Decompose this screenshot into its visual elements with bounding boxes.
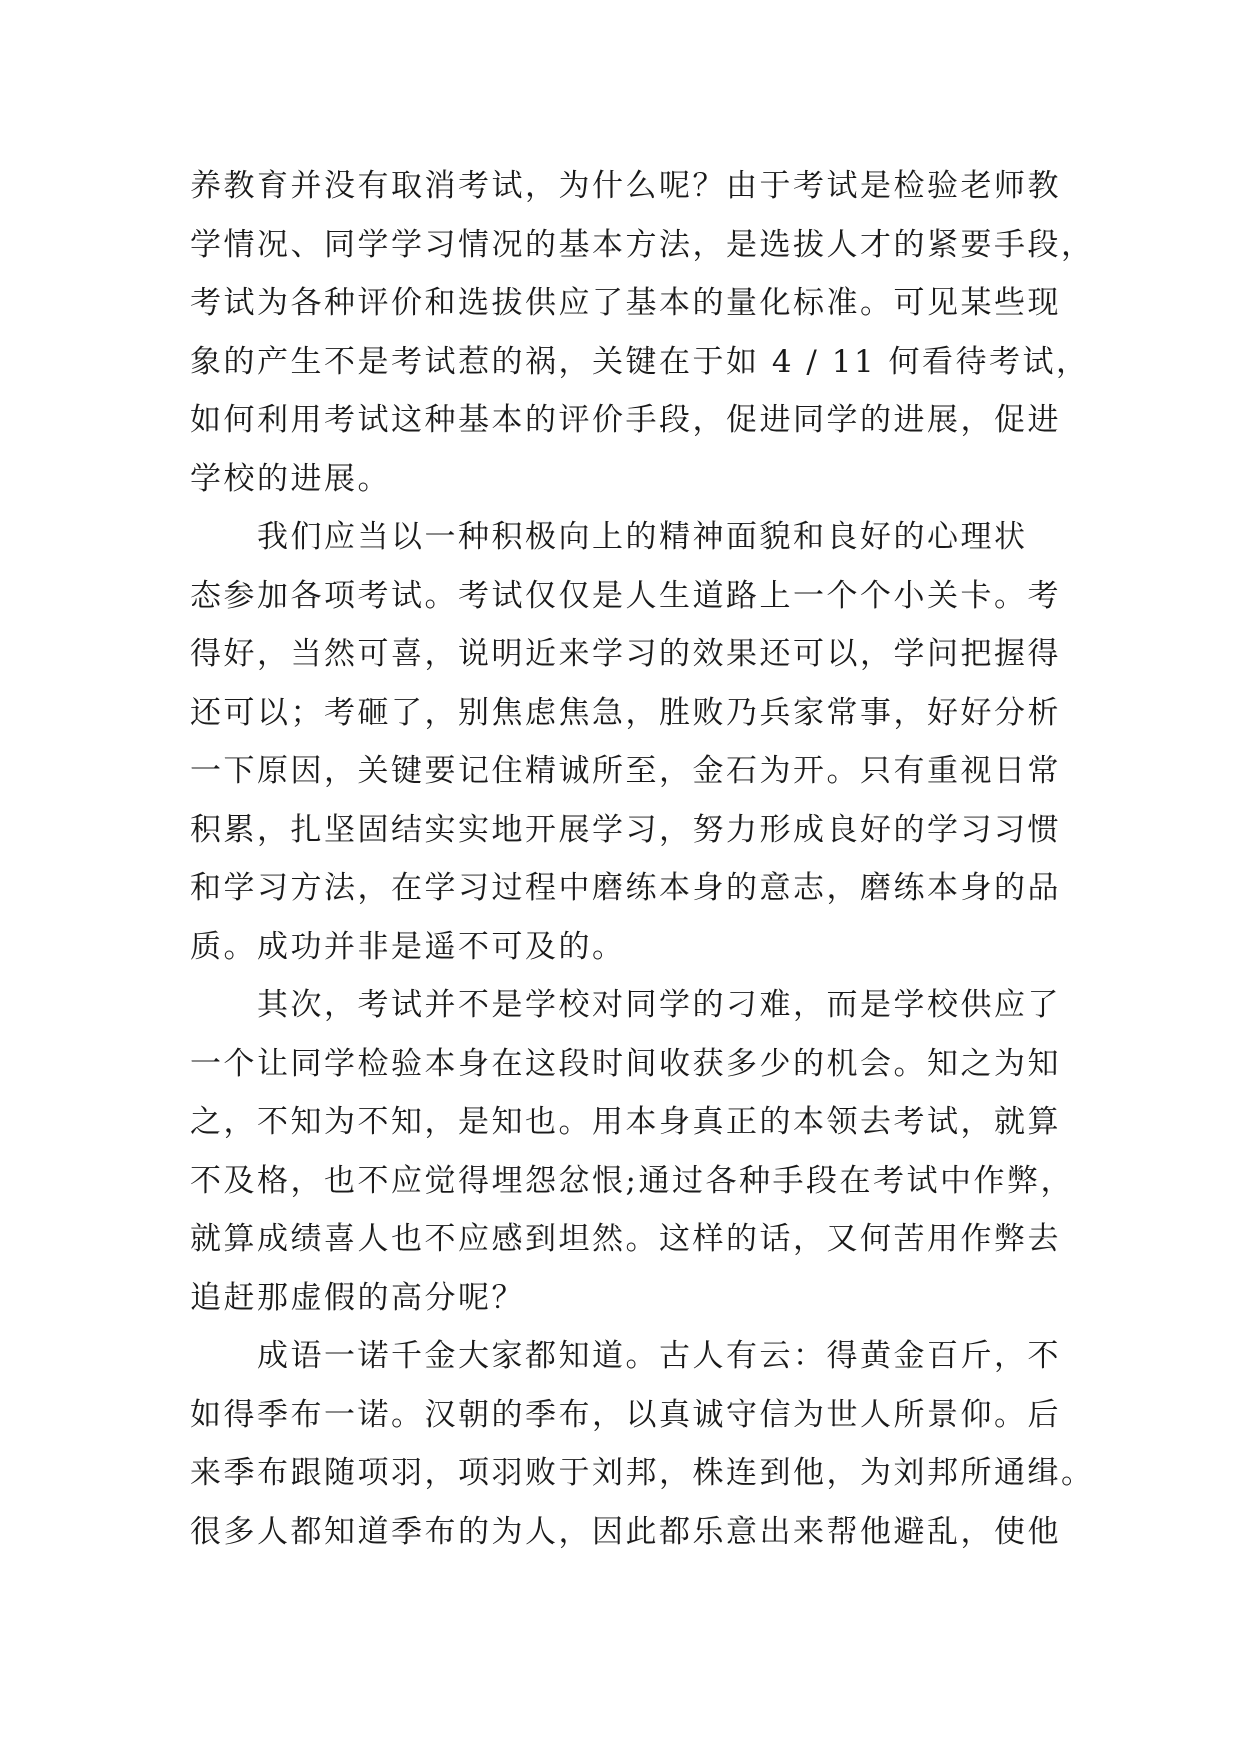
text-line: 其次，考试并不是学校对同学的刁难，而是学校供应了 xyxy=(190,987,1061,1023)
text-line: 质。成功并非是遥不可及的。 xyxy=(190,928,626,965)
text-line: 和学习方法，在学习过程中磨练本身的意志，磨练本身的品 xyxy=(190,870,1061,906)
text-line: 学情况、同学学习情况的基本方法，是选拔人才的紧要手段， xyxy=(190,226,1095,263)
text-line: 一个让同学检验本身在这段时间收获多少的机会。知之为知 xyxy=(190,1045,1061,1082)
text-line: 成语一诺千金大家都知道。古人有云：得黄金百斤，不 xyxy=(190,1338,1061,1374)
text-line: 之，不知为不知，是知也。用本身真正的本领去考试，就算 xyxy=(190,1104,1061,1140)
text-line: 很多人都知道季布的为人，因此都乐意出来帮他避乱，使他 xyxy=(190,1513,1061,1550)
text-line: 一下原因，关键要记住精诚所至，金石为开。只有重视日常 xyxy=(190,753,1061,789)
text-line: 考试为各种评价和选拔供应了基本的量化标准。可见某些现 xyxy=(190,285,1061,321)
text-line: 态参加各项考试。考试仅仅是人生道路上一个个小关卡。考 xyxy=(190,577,1061,614)
text-line: 不及格，也不应觉得埋怨忿恨;通过各种手段在考试中作弊， xyxy=(190,1162,1074,1199)
text-line: 我们应当以一种积极向上的精神面貌和良好的心理状 xyxy=(190,519,1028,555)
text-line: 来季布跟随项羽，项羽败于刘邦，株连到他，为刘邦所通缉。 xyxy=(190,1455,1095,1491)
text-line: 如得季布一诺。汉朝的季布，以真诚守信为世人所景仰。后 xyxy=(190,1396,1061,1433)
text-line: 得好，当然可喜，说明近来学习的效果还可以，学问把握得 xyxy=(190,636,1061,672)
text-line: 如何利用考试这种基本的评价手段，促进同学的进展，促进 xyxy=(190,402,1061,438)
body-text xyxy=(190,157,1095,1561)
text-line: 养教育并没有取消考试，为什么呢？由于考试是检验老师教 xyxy=(190,168,1061,204)
text-line: 学校的进展。 xyxy=(190,460,391,497)
text-line: 积累，扎坚固结实实地开展学习，努力形成良好的学习习惯 xyxy=(190,811,1061,848)
text-line: 追赶那虚假的高分呢？ xyxy=(190,1279,525,1316)
text-line: 就算成绩喜人也不应感到坦然。这样的话，又何苦用作弊去 xyxy=(190,1221,1061,1257)
text-line: 象的产生不是考试惹的祸，关键在于如 4 / 11 何看待考试， xyxy=(190,343,1090,380)
text-line: 还可以；考砸了，别焦虑焦急，胜败乃兵家常事，好好分析 xyxy=(190,694,1061,731)
